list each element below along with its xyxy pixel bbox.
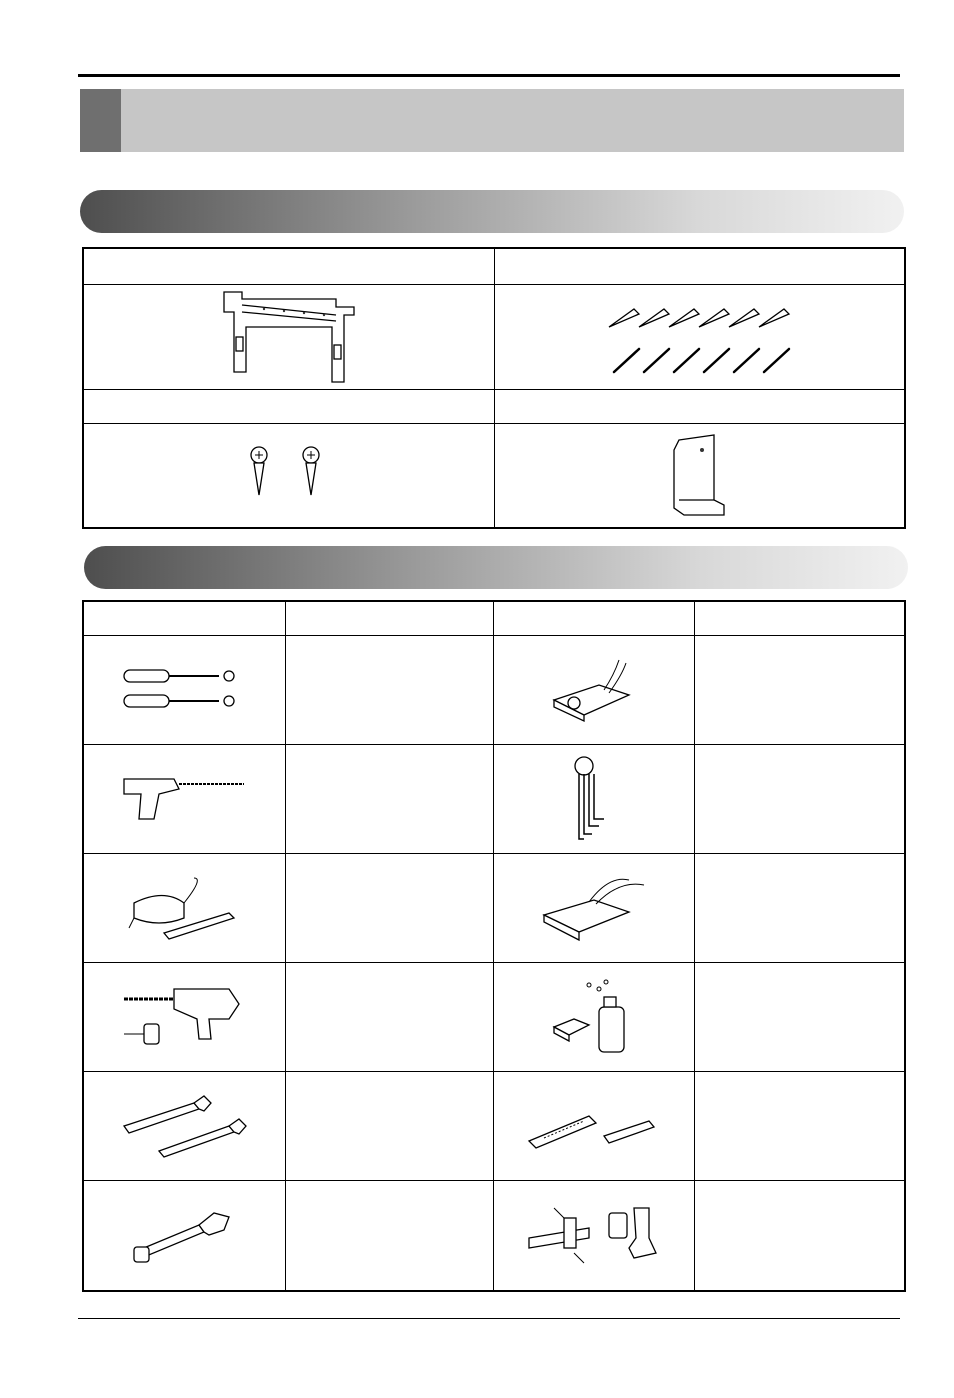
header-cell [83,601,285,635]
tool-name-cell [285,853,493,962]
section2-heading-bar [84,546,908,589]
gas-leak-detector-icon [544,977,644,1057]
tool-name-cell [694,744,905,853]
tool-name-cell [285,1071,493,1180]
screwdrivers-icon [119,665,249,715]
part-name-cell [83,389,494,423]
tool-image-cell [83,635,285,744]
torque-wrench-icon [129,1205,239,1265]
tool-image-cell [493,744,694,853]
tool-image-cell [493,635,694,744]
part-image-cell [494,284,905,389]
part-name-cell [83,248,494,284]
tapping-screws-icon [239,445,339,505]
part-image-cell [83,423,494,528]
part-image-cell [494,423,905,528]
part-name-cell [494,248,905,284]
tool-name-cell [285,962,493,1071]
tool-name-cell [285,1180,493,1291]
tool-name-cell [694,1180,905,1291]
installation-plate-icon [214,287,364,387]
tool-image-cell [83,962,285,1071]
tool-image-cell [493,962,694,1071]
header-cell [694,601,905,635]
part-name-cell [494,389,905,423]
electric-drill-icon [119,769,249,829]
tool-image-cell [83,744,285,853]
spanner-icon [119,1091,249,1161]
anchor-and-screw-set-icon [604,297,794,377]
tool-name-cell [694,1071,905,1180]
section1-heading-bar [80,190,904,233]
page-title-bar [80,89,904,152]
tool-image-cell [83,1071,285,1180]
tool-name-cell [285,635,493,744]
ammeter-icon [534,870,654,945]
thermometer-and-level-icon [524,1101,664,1151]
tool-name-cell [694,853,905,962]
tool-image-cell [83,853,285,962]
ohmmeter-icon [544,655,644,725]
tool-image-cell [493,1180,694,1291]
hole-core-drill-icon [119,979,249,1054]
tool-image-cell [493,853,694,962]
part-image-cell [83,284,494,389]
tool-name-cell [694,962,905,1071]
tools-table [82,600,906,1292]
header-cell [493,601,694,635]
tool-image-cell [83,1180,285,1291]
header-cell [285,601,493,635]
top-rule [78,74,900,77]
title-tab [80,89,121,152]
bottom-rule [78,1318,900,1319]
tool-name-cell [694,635,905,744]
hexagonal-wrench-icon [564,754,624,844]
measuring-tape-and-knife-icon [124,873,244,943]
remote-holder-icon [659,430,739,520]
parts-table [82,247,906,529]
tool-name-cell [285,744,493,853]
flaring-tool-set-icon [524,1198,664,1273]
tool-image-cell [493,1071,694,1180]
